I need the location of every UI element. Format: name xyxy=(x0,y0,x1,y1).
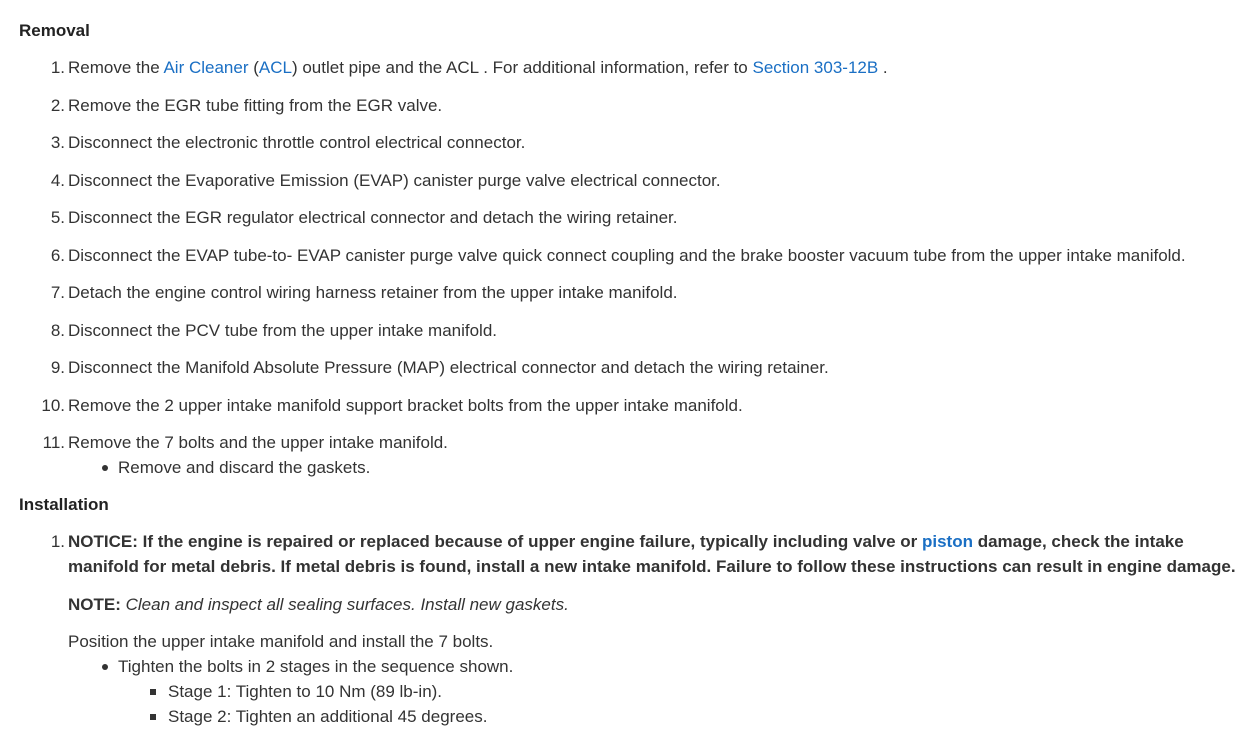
step-text: Remove the 2 upper intake manifold support bracket bolts from the upper intake manifold. xyxy=(68,395,743,415)
stage-1: Stage 1: Tighten to 10 Nm (89 lb-in). xyxy=(118,679,1249,704)
step-text: Remove the 7 bolts and the upper intake manifold. xyxy=(68,433,448,452)
step-number: 1. xyxy=(50,58,65,77)
stages-sublist xyxy=(118,679,1249,729)
step-number: 5. xyxy=(50,208,65,227)
position-instruction: Position the upper intake manifold and install the 7 bolts. xyxy=(68,632,494,651)
installation-heading: Installation xyxy=(19,495,109,514)
step-number: 3. xyxy=(50,133,65,152)
note xyxy=(68,592,1249,617)
step-text: Disconnect the Manifold Absolute Pressure (MAP) electrical connector and detach the wiring retainer. xyxy=(68,358,829,377)
removal-step-4 xyxy=(19,168,1249,193)
piston-link[interactable]: piston xyxy=(922,532,973,551)
removal-step-11-sublist xyxy=(68,455,1249,480)
step-text: Remove the xyxy=(68,58,164,77)
step-number: 1. xyxy=(50,532,65,551)
step-number: 6. xyxy=(50,245,65,265)
step-text: ( xyxy=(248,58,259,77)
step-number: 4. xyxy=(50,170,65,190)
removal-step-3 xyxy=(19,130,1249,155)
notice-text: NOTICE: If the engine is repaired or replaced because of upper engine failure, typically including valve or xyxy=(68,532,922,551)
installation-step-1 xyxy=(19,529,1249,729)
step-text: Remove the EGR tube fitting from the EGR valve. xyxy=(68,95,443,115)
removal-steps-list xyxy=(19,55,1249,480)
step-text: Disconnect the electronic throttle control electrical connector. xyxy=(68,133,526,152)
removal-step-11 xyxy=(19,430,1249,480)
step-number: 2. xyxy=(50,95,65,115)
step-text: Disconnect the PCV tube from the upper intake manifold. xyxy=(68,320,498,340)
note-text: Clean and inspect all sealing surfaces. Install new gaskets. xyxy=(125,595,569,614)
removal-step-5 xyxy=(19,205,1249,230)
installation-steps-list xyxy=(19,529,1249,729)
step-number: 11. xyxy=(42,433,65,452)
removal-step-7 xyxy=(19,280,1249,305)
removal-step-6 xyxy=(19,243,1249,268)
stage-2: Stage 2: Tighten an additional 45 degrees. xyxy=(118,704,1249,729)
removal-step-10 xyxy=(19,393,1249,418)
notice-warning xyxy=(68,529,1249,579)
step-number: 9. xyxy=(50,358,65,377)
section-303-12b-link[interactable]: Section 303-12B xyxy=(752,58,879,77)
step-number: 8. xyxy=(50,320,65,340)
step-number: 7. xyxy=(50,283,65,302)
step-text: Disconnect the EGR regulator electrical connector and detach the wiring retainer. xyxy=(68,208,678,227)
step-text: . xyxy=(878,58,888,77)
sub-step-discard-gaskets: Remove and discard the gaskets. xyxy=(68,455,1249,480)
removal-step-9 xyxy=(19,355,1249,380)
removal-step-8 xyxy=(19,318,1249,343)
step-number: 10. xyxy=(41,395,65,415)
removal-step-1 xyxy=(19,55,1249,80)
tighten-sublist xyxy=(68,654,1249,729)
tighten-text: Tighten the bolts in 2 stages in the sequence shown. xyxy=(118,657,514,676)
step-text: ) outlet pipe and the ACL . For additional information, refer to xyxy=(291,58,753,77)
step-text: Disconnect the Evaporative Emission (EVAP) canister purge valve electrical connector. xyxy=(68,170,721,190)
tighten-instruction xyxy=(68,654,1249,729)
step-text: Disconnect the EVAP tube-to- EVAP canister purge valve quick connect coupling and the brake booster vacuum tube from the upper intake manifold. xyxy=(68,245,1186,265)
acl-link[interactable]: ACL xyxy=(258,58,292,77)
air-cleaner-link[interactable]: Air Cleaner xyxy=(163,58,249,77)
notice-text: damage, check the intake manifold for metal debris. If metal debris is found, install a new intake manifold. Failure to follow these instructions can result in engine damage. xyxy=(68,532,1236,576)
step-text: Detach the engine control wiring harness retainer from the upper intake manifold. xyxy=(68,283,678,302)
removal-step-2 xyxy=(19,93,1249,118)
note-label: NOTE: xyxy=(68,595,121,614)
removal-heading: Removal xyxy=(19,21,90,40)
